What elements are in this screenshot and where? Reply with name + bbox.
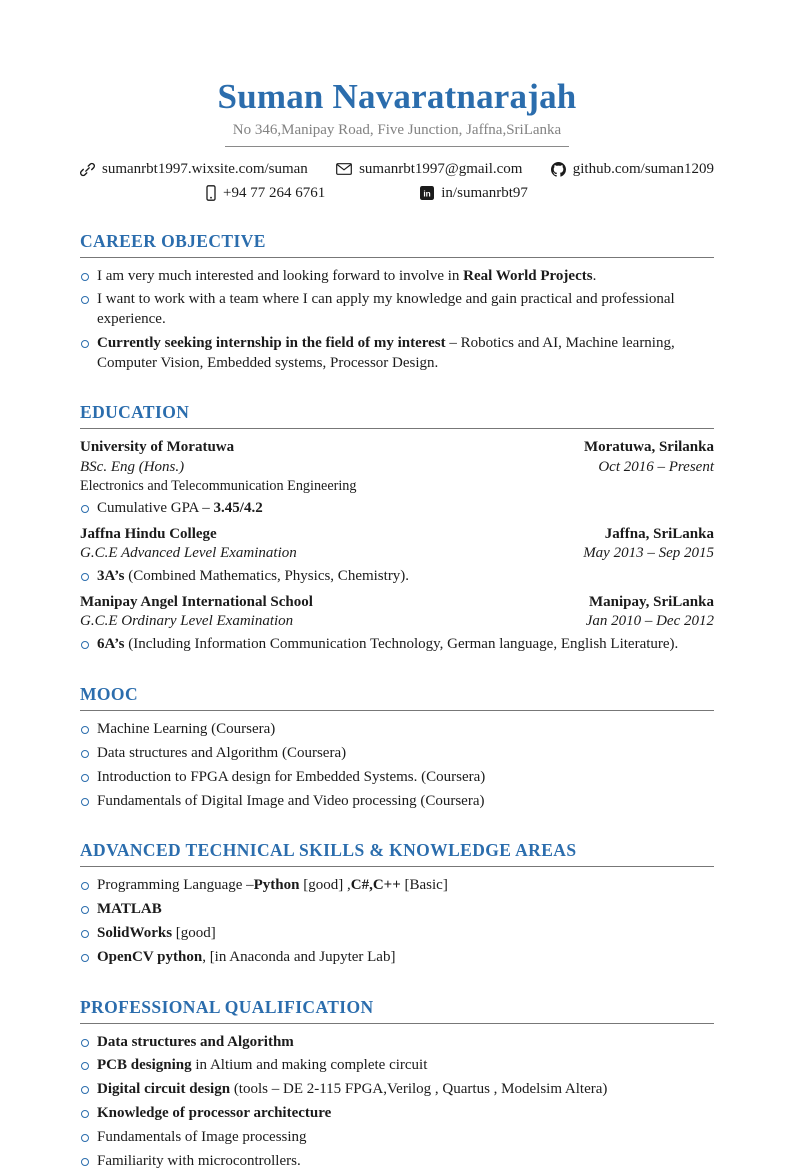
- bullet-text: Programming Language –Python [good] ,C#,C++ [Basic]: [97, 876, 714, 896]
- bullet-item: [80, 334, 714, 374]
- bullet-text: Knowledge of processor architecture: [97, 1104, 714, 1124]
- education-row: [80, 525, 714, 544]
- education-row: [80, 458, 714, 477]
- bullet-text: Cumulative GPA – 3.45/4.2: [97, 499, 714, 519]
- bullet-item: [80, 720, 714, 740]
- education-row-left: University of Moratuwa: [80, 438, 234, 457]
- education-row: [80, 593, 714, 612]
- bullet-text: I am very much interested and looking forward to involve in Real World Projects.: [97, 267, 714, 287]
- linkedin-icon: [420, 186, 434, 200]
- bullet-icon: [81, 1062, 89, 1070]
- bullet-icon: [81, 798, 89, 806]
- bullet-item: [80, 1033, 714, 1053]
- contact-link-github[interactable]: [551, 161, 714, 178]
- bullet-item: [80, 1152, 714, 1171]
- bullet-icon: [81, 641, 89, 649]
- bullet-text: Data structures and Algorithm (Coursera): [97, 744, 714, 764]
- bullet-text: Fundamentals of Digital Image and Video processing (Coursera): [97, 792, 714, 812]
- bullet-item: [80, 1056, 714, 1076]
- bullet-item: [80, 744, 714, 764]
- contact-text: github.com/suman1209: [573, 161, 714, 178]
- bullet-icon: [81, 573, 89, 581]
- section-professional-qualification: [80, 997, 714, 1171]
- bullet-icon: [81, 1039, 89, 1047]
- education-row: [80, 612, 714, 631]
- bullet-icon: [81, 1086, 89, 1094]
- bullet-icon: [81, 1134, 89, 1142]
- section-title-professional-qualification: PROFESSIONAL QUALIFICATION: [80, 997, 714, 1024]
- contact-link-linkedin[interactable]: [420, 185, 528, 202]
- education-row: [80, 477, 714, 495]
- contact-text: in/sumanrbt97: [441, 185, 528, 202]
- bullet-text: 3A’s (Combined Mathematics, Physics, Chemistry).: [97, 567, 714, 587]
- bullet-text: Currently seeking internship in the field of my interest – Robotics and AI, Machine learning, Computer Vision, Embedded systems, Processor Design.: [97, 334, 714, 374]
- section-title-mooc: MOOC: [80, 684, 714, 711]
- contact-link-email[interactable]: [336, 161, 522, 178]
- bullet-item: [80, 1104, 714, 1124]
- bullet-item: [80, 635, 714, 655]
- bullet-text: MATLAB: [97, 900, 714, 920]
- bullet-text: Digital circuit design (tools – DE 2-115 FPGA,Verilog , Quartus , Modelsim Altera): [97, 1080, 714, 1100]
- svg-text:in: in: [424, 189, 431, 199]
- education-row-left: Jaffna Hindu College: [80, 525, 217, 544]
- education-row-right: Manipay, SriLanka: [589, 593, 714, 612]
- bullet-text: Data structures and Algorithm: [97, 1033, 714, 1053]
- section-career-objective: [80, 231, 714, 374]
- bullet-item: [80, 1080, 714, 1100]
- bullet-item: [80, 876, 714, 896]
- bullet-icon: [81, 1158, 89, 1166]
- bullet-text: Introduction to FPGA design for Embedded Systems. (Coursera): [97, 768, 714, 788]
- bullet-item: [80, 768, 714, 788]
- education-row-right: May 2013 – Sep 2015: [583, 544, 714, 563]
- bullet-icon: [81, 930, 89, 938]
- section-title-advanced-technical-skills: ADVANCED TECHNICAL SKILLS & KNOWLEDGE AREAS: [80, 840, 714, 867]
- education-row-right: Oct 2016 – Present: [598, 458, 714, 477]
- bullet-item: [80, 567, 714, 587]
- bullet-icon: [81, 296, 89, 304]
- bullet-icon: [81, 1110, 89, 1118]
- education-row-right: Jaffna, SriLanka: [605, 525, 714, 544]
- bullet-item: [80, 924, 714, 944]
- bullet-icon: [81, 882, 89, 890]
- bullet-item: [80, 267, 714, 287]
- section-education: [80, 402, 714, 655]
- education-row-left: Electronics and Telecommunication Engineering: [80, 477, 357, 495]
- bullet-icon: [81, 340, 89, 348]
- bullet-text: OpenCV python, [in Anaconda and Jupyter Lab]: [97, 948, 714, 968]
- phone-icon: [206, 185, 216, 201]
- resume-header: [80, 78, 714, 202]
- bullet-text: 6A’s (Including Information Communication Technology, German language, English Literature).: [97, 635, 714, 655]
- bullet-icon: [81, 505, 89, 513]
- bullet-icon: [81, 726, 89, 734]
- contact-link-link[interactable]: [80, 161, 308, 178]
- bullet-icon: [81, 774, 89, 782]
- contact-row-1: [80, 161, 714, 178]
- bullet-text: Machine Learning (Coursera): [97, 720, 714, 740]
- section-title-career-objective: CAREER OBJECTIVE: [80, 231, 714, 258]
- bullet-item: [80, 900, 714, 920]
- bullet-text: Familiarity with microcontrollers.: [97, 1152, 714, 1171]
- contact-row-2: [80, 185, 714, 202]
- bullet-item: [80, 290, 714, 330]
- bullet-item: [80, 948, 714, 968]
- bullet-text: I want to work with a team where I can apply my knowledge and gain practical and professional experience.: [97, 290, 714, 330]
- bullet-item: [80, 792, 714, 812]
- bullet-item: [80, 1128, 714, 1148]
- education-row-left: G.C.E Ordinary Level Examination: [80, 612, 293, 631]
- contact-info: [80, 161, 714, 202]
- education-row-right: Moratuwa, Srilanka: [584, 438, 714, 457]
- bullet-text: PCB designing in Altium and making complete circuit: [97, 1056, 714, 1076]
- github-icon: [551, 162, 566, 177]
- section-advanced-technical-skills: [80, 840, 714, 967]
- bullet-icon: [81, 906, 89, 914]
- bullet-text: Fundamentals of Image processing: [97, 1128, 714, 1148]
- section-title-education: EDUCATION: [80, 402, 714, 429]
- bullet-text: SolidWorks [good]: [97, 924, 714, 944]
- person-name: Suman Navaratnarajah: [80, 78, 714, 117]
- contact-text: sumanrbt1997@gmail.com: [359, 161, 522, 178]
- education-row-left: BSc. Eng (Hons.): [80, 458, 184, 477]
- bullet-icon: [81, 273, 89, 281]
- education-row-right: Jan 2010 – Dec 2012: [586, 612, 714, 631]
- section-mooc: [80, 684, 714, 811]
- education-row: [80, 438, 714, 457]
- bullet-icon: [81, 954, 89, 962]
- education-row: [80, 544, 714, 563]
- education-row-left: G.C.E Advanced Level Examination: [80, 544, 297, 563]
- education-row-left: Manipay Angel International School: [80, 593, 313, 612]
- contact-link-phone[interactable]: [206, 185, 325, 202]
- resume-body: [80, 231, 714, 1171]
- contact-text: sumanrbt1997.wixsite.com/suman: [102, 161, 308, 178]
- contact-text: +94 77 264 6761: [223, 185, 325, 202]
- email-icon: [336, 163, 352, 175]
- address-line: No 346,Manipay Road, Five Junction, Jaffna,SriLanka: [225, 122, 569, 147]
- bullet-icon: [81, 750, 89, 758]
- link-icon: [80, 162, 95, 177]
- bullet-item: [80, 499, 714, 519]
